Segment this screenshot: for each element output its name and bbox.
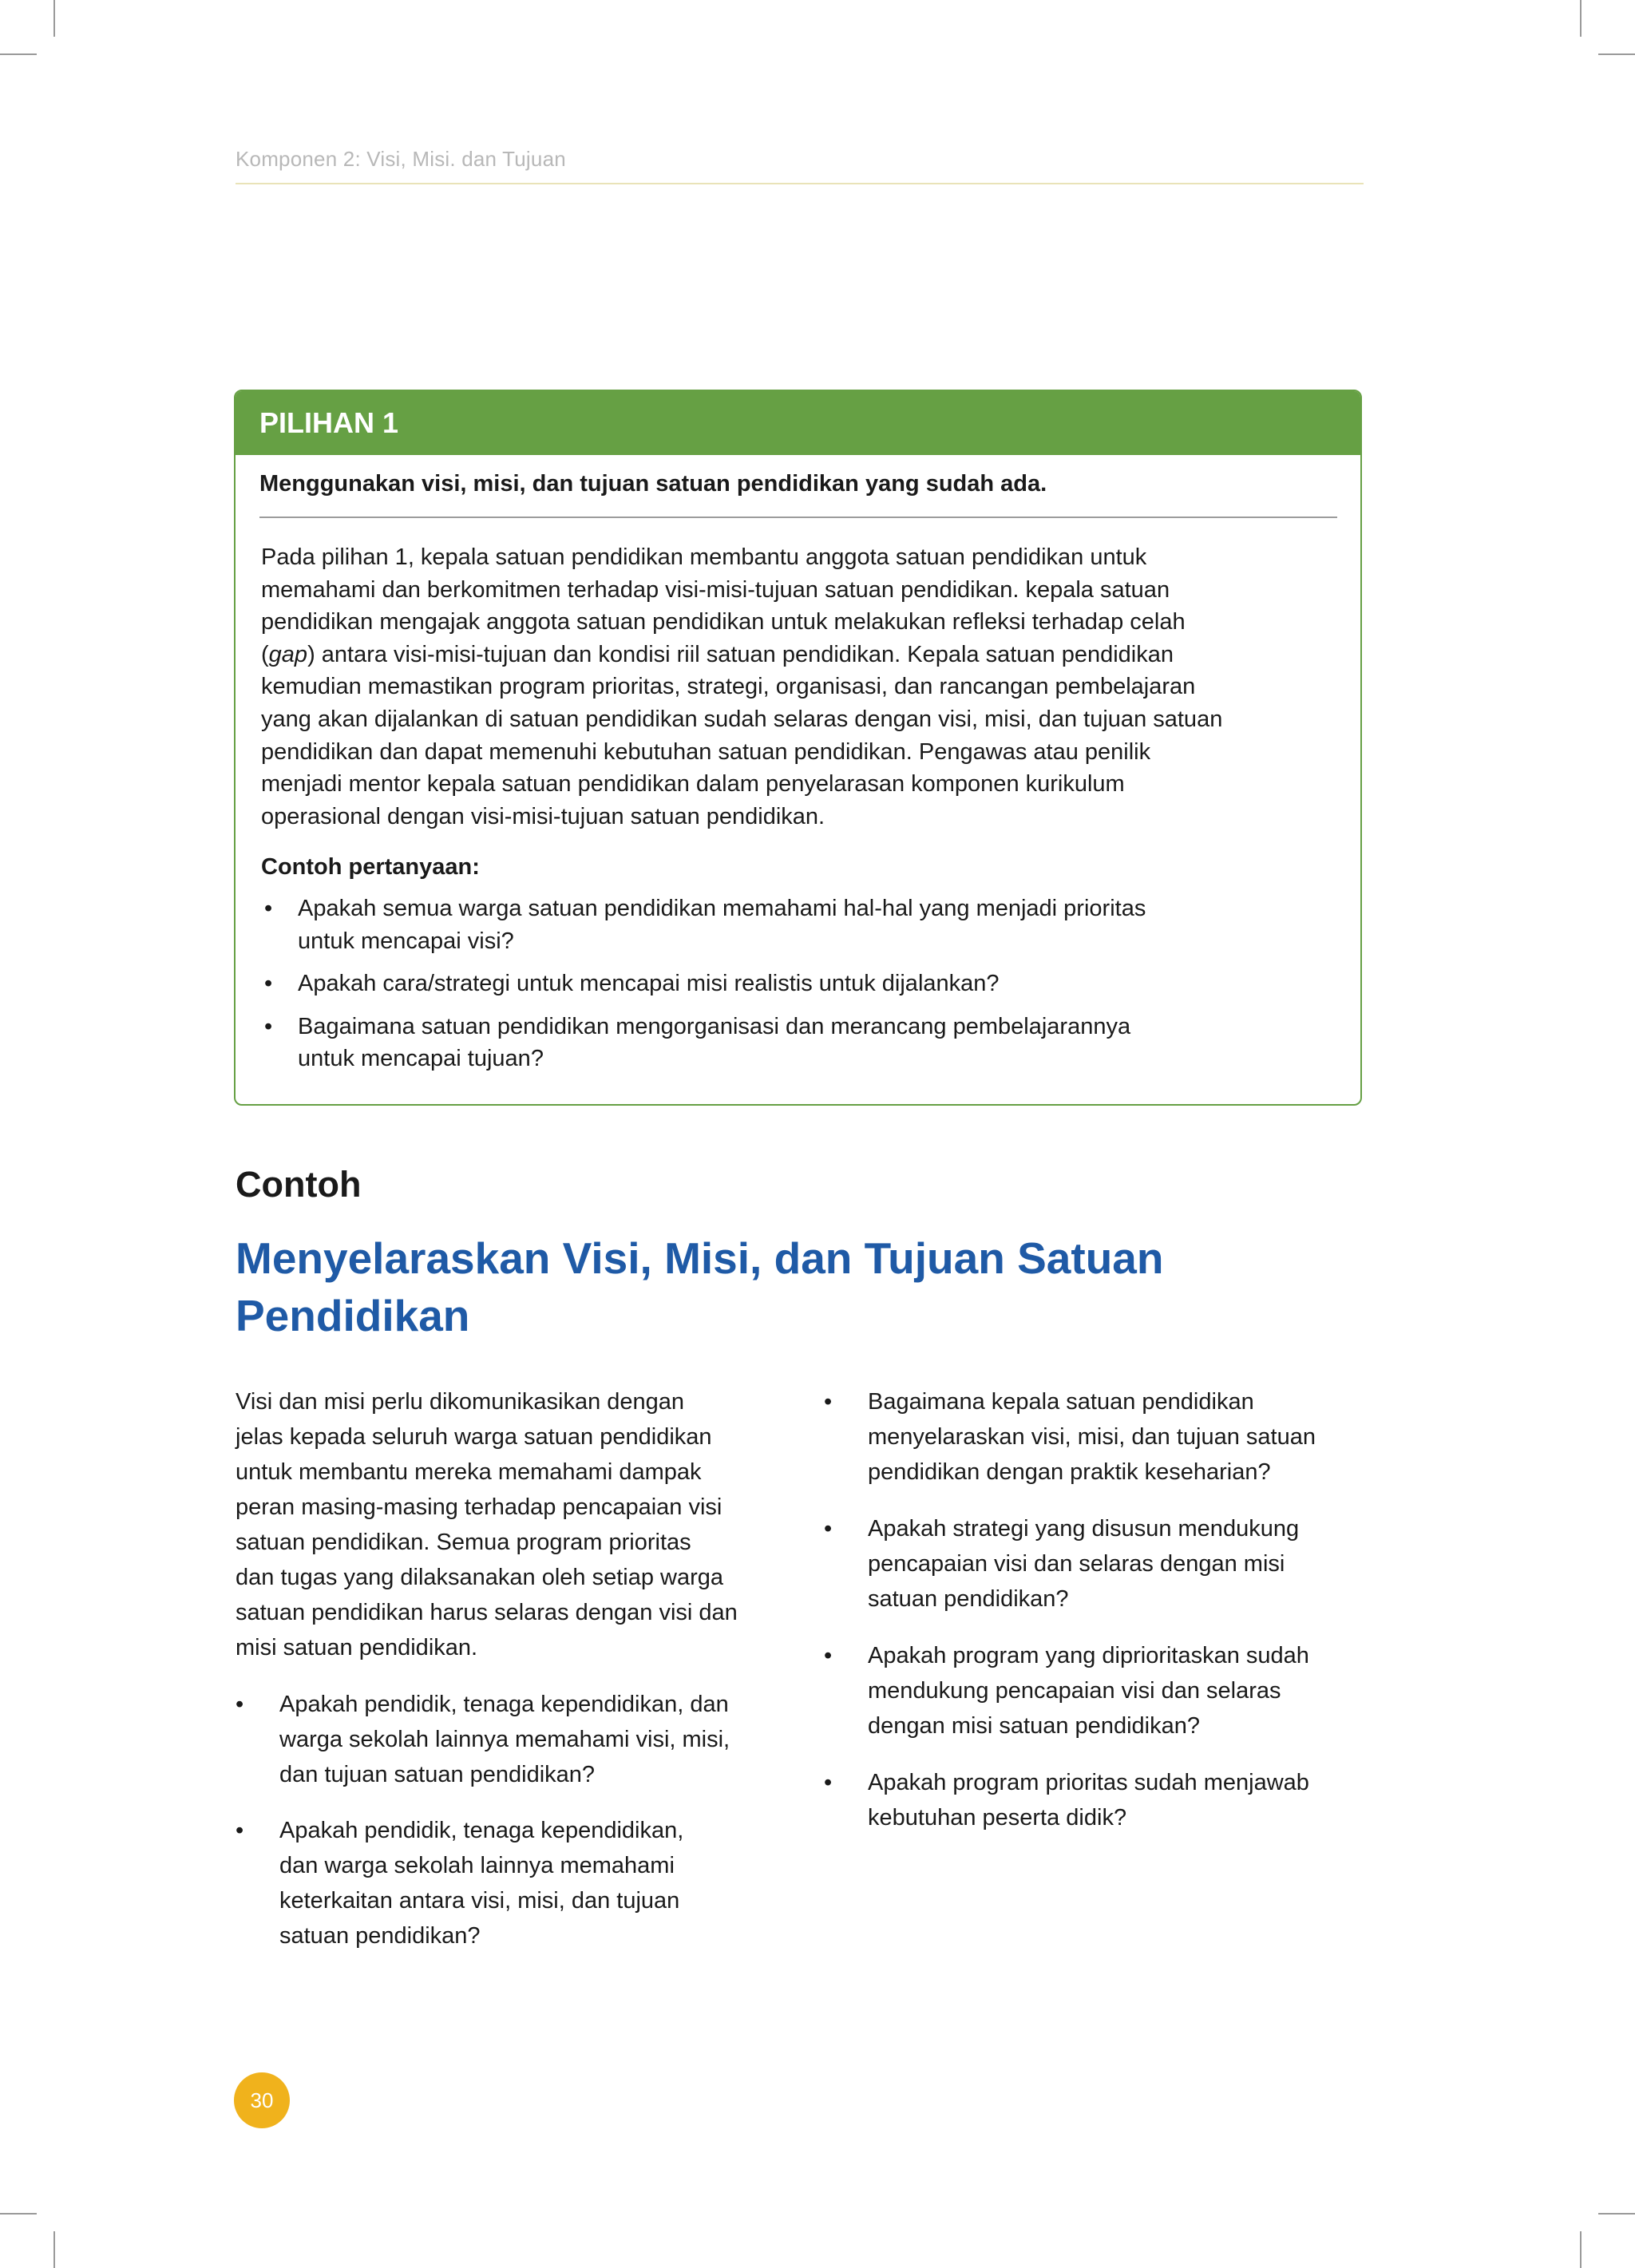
bullet-item [236, 1687, 794, 1792]
right-column [824, 1384, 1367, 1835]
bullet-item [824, 1384, 1367, 1490]
body-line: pendidikan dan dapat memenuhi kebutuhan satuan pendidikan. Pengawas atau penilik [261, 738, 1151, 765]
option-divider [259, 517, 1337, 518]
bullet-line: keterkaitan antara visi, misi, dan tujuan [279, 1888, 680, 1914]
bullet-item [824, 1511, 1367, 1617]
bullet-line: Apakah program yang diprioritaskan sudah [868, 1643, 1309, 1668]
header-rule [236, 183, 1364, 184]
bullet-item [236, 1813, 794, 1953]
bullet-line: satuan pendidikan? [279, 1923, 481, 1949]
question-item [261, 893, 1339, 957]
bullet-icon: • [264, 1013, 273, 1039]
bullet-line: pencapaian visi dan selaras dengan misi [868, 1551, 1285, 1577]
question-line: Apakah cara/strategi untuk mencapai misi realistis untuk dijalankan? [298, 971, 1000, 997]
bullet-icon: • [824, 1516, 833, 1542]
paragraph-line: Visi dan misi perlu dikomunikasikan dengan [236, 1389, 685, 1415]
bullet-line: satuan pendidikan? [868, 1586, 1069, 1612]
gap-open-paren: ( [261, 641, 269, 667]
bullet-icon: • [824, 1770, 833, 1795]
example-label: Contoh [236, 1164, 362, 1205]
question-item [261, 1011, 1339, 1075]
paragraph-line: untuk membantu mereka memahami dampak [236, 1459, 702, 1485]
crop-mark [1580, 0, 1582, 37]
option-box [234, 390, 1362, 1106]
paragraph-line: dan tugas yang dilaksanakan oleh setiap warga [236, 1565, 724, 1590]
body-line: operasional dengan visi-misi-tujuan satuan pendidikan. [261, 803, 825, 829]
bullet-line: mendukung pencapaian visi dan selaras [868, 1678, 1281, 1704]
bullet-line: Apakah strategi yang disusun mendukung [868, 1516, 1300, 1542]
questions-title: Contoh pertanyaan: [261, 854, 480, 880]
bullet-line: dan tujuan satuan pendidikan? [279, 1762, 596, 1787]
crop-mark [1598, 2213, 1635, 2215]
paragraph-line: misi satuan pendidikan. [236, 1635, 478, 1660]
bullet-icon: • [264, 896, 273, 921]
bullet-line: dan warga sekolah lainnya memahami [279, 1853, 675, 1878]
body-line: memahami dan berkomitmen terhadap visi-misi-tujuan satuan pendidikan. kepala satuan [261, 576, 1170, 603]
bullet-icon: • [264, 971, 273, 997]
body-line: pendidikan mengajak anggota satuan pendidikan untuk melakukan refleksi terhadap celah [261, 609, 1186, 635]
bullet-line: Apakah pendidik, tenaga kependidikan, dan [279, 1692, 729, 1717]
question-item [261, 968, 1339, 1000]
bullet-icon: • [236, 1692, 244, 1717]
paragraph-line: peran masing-masing terhadap pencapaian visi [236, 1494, 722, 1520]
option-body [261, 541, 1355, 833]
bullet-icon: • [824, 1389, 833, 1415]
section-title-line: Pendidikan [236, 1291, 470, 1340]
crop-mark [53, 0, 55, 37]
body-line: Pada pilihan 1, kepala satuan pendidikan membantu anggota satuan pendidikan untuk [261, 544, 1147, 570]
bullet-item [824, 1765, 1367, 1835]
option-subtitle: Menggunakan visi, misi, dan tujuan satuan pendidikan yang sudah ada. [259, 471, 1047, 497]
bullet-line: Apakah program prioritas sudah menjawab [868, 1770, 1309, 1795]
paragraph-line: jelas kepada seluruh warga satuan pendidikan [236, 1424, 712, 1450]
body-line: menjadi mentor kepala satuan pendidikan dalam penyelarasan komponen kurikulum [261, 771, 1125, 798]
running-header: Komponen 2: Visi, Misi. dan Tujuan [236, 147, 566, 171]
question-line: Bagaimana satuan pendidikan mengorganisasi dan merancang pembelajarannya [298, 1013, 1131, 1039]
question-line: Apakah semua warga satuan pendidikan memahami hal-hal yang menjadi prioritas [298, 896, 1146, 921]
bullet-line: menyelaraskan visi, misi, dan tujuan satuan [868, 1424, 1316, 1450]
crop-mark [53, 2231, 55, 2268]
bullet-line: Apakah pendidik, tenaga kependidikan, [279, 1818, 684, 1843]
body-line-gap [261, 639, 1355, 671]
option-title: PILIHAN 1 [236, 391, 1360, 455]
bullet-icon: • [236, 1818, 244, 1843]
crop-mark [0, 53, 37, 55]
bullet-line: Bagaimana kepala satuan pendidikan [868, 1389, 1254, 1415]
bullet-item [824, 1638, 1367, 1744]
crop-mark [0, 2213, 37, 2215]
section-title-line: Menyelaraskan Visi, Misi, dan Tujuan Satuan [236, 1233, 1164, 1283]
gap-term: gap [268, 641, 308, 667]
body-line: yang akan dijalankan di satuan pendidikan sudah selaras dengan visi, misi, dan tujuan satuan [261, 706, 1223, 732]
bullet-line: dengan misi satuan pendidikan? [868, 1713, 1200, 1739]
question-line: untuk mencapai visi? [298, 928, 514, 954]
questions-list [261, 893, 1339, 1075]
crop-mark [1598, 53, 1635, 55]
paragraph-line: satuan pendidikan harus selaras dengan visi dan [236, 1600, 738, 1625]
bullet-line: kebutuhan peserta didik? [868, 1805, 1127, 1831]
body-line: kemudian memastikan program prioritas, strategi, organisasi, dan rancangan pembelajaran [261, 674, 1196, 700]
section-title [236, 1229, 1273, 1344]
intro-paragraph [236, 1384, 794, 1665]
bullet-line: pendidikan dengan praktik keseharian? [868, 1459, 1271, 1485]
question-line: untuk mencapai tujuan? [298, 1046, 544, 1072]
paragraph-line: satuan pendidikan. Semua program prioritas [236, 1530, 691, 1555]
left-column [236, 1384, 794, 1953]
bullet-line: warga sekolah lainnya memahami visi, misi, [279, 1727, 730, 1752]
page-number-badge: 30 [234, 2072, 290, 2128]
body-line-rest: ) antara visi-misi-tujuan dan kondisi riil satuan pendidikan. Kepala satuan pendidikan [307, 641, 1174, 667]
bullet-icon: • [824, 1643, 833, 1668]
crop-mark [1580, 2231, 1582, 2268]
